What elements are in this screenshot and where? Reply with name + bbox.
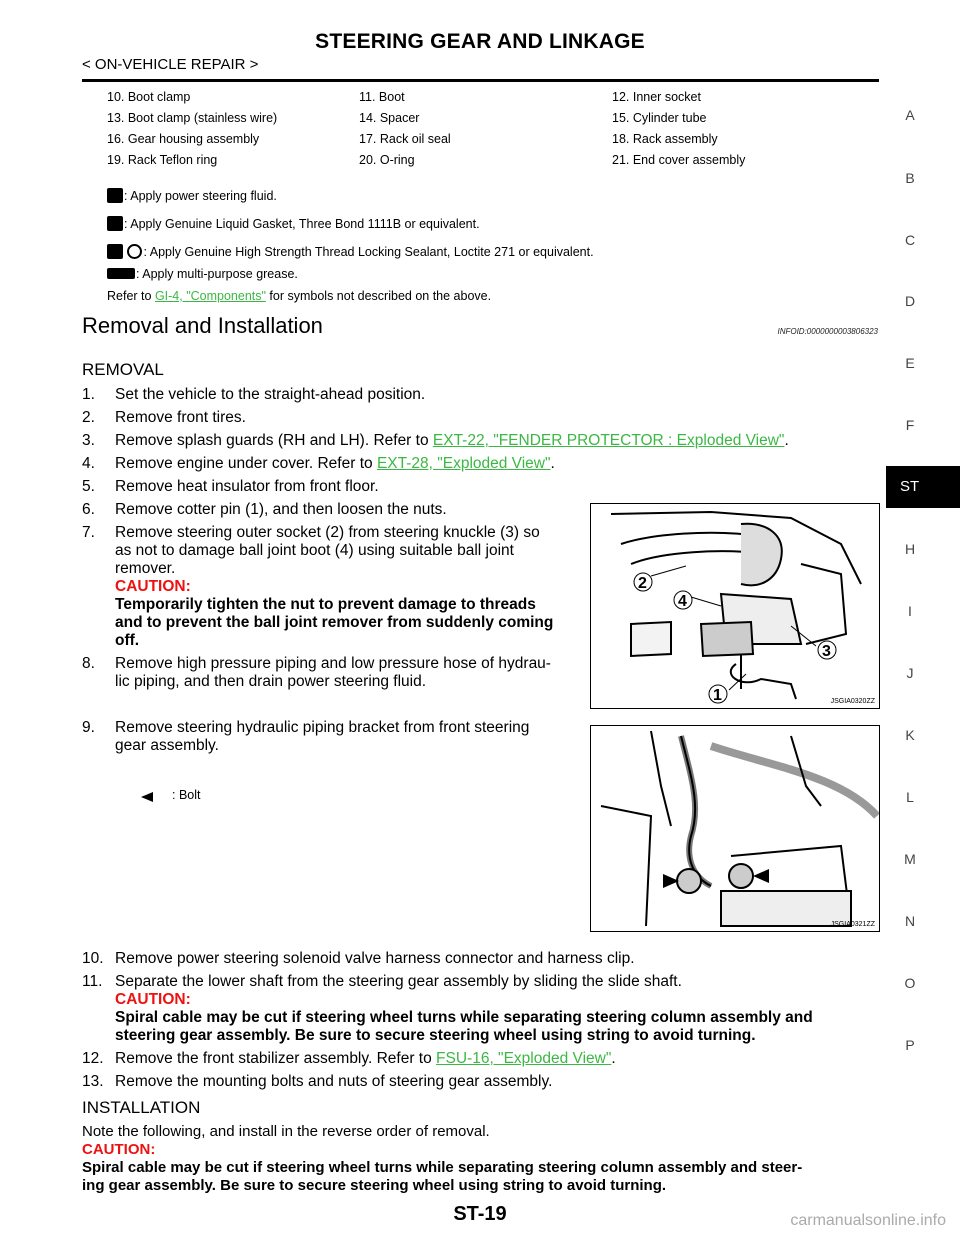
info-id: INFOID:0000000003806323 <box>777 327 878 336</box>
part-item: 18. Rack assembly <box>612 132 718 146</box>
header-rule <box>82 79 879 82</box>
gasket-icon <box>107 244 123 259</box>
index-letter[interactable]: F <box>905 417 915 433</box>
caution-label: CAUTION: <box>82 1141 156 1158</box>
index-letter[interactable]: A <box>905 107 915 123</box>
part-item: 19. Rack Teflon ring <box>107 153 218 167</box>
callout-3: 3 <box>822 643 831 660</box>
step-11: 11. Separate the lower shaft from the steering gear assembly by sliding the slide shaft. CAUTION: Spiral cable may be cut if steering wheel turns while separating steering column assembly and steering gear assembly. Be sure to secure steering wheel using string to avoid turning. <box>82 973 813 1044</box>
piping-bracket-illustration <box>591 726 879 931</box>
step-13: 13. Remove the mounting bolts and nuts of steering gear assembly. <box>82 1073 553 1090</box>
part-item: 10. Boot clamp <box>107 90 191 104</box>
step-7: 7. Remove steering outer socket (2) from steering knuckle (3) so as not to damage ball joint boot (4) using suitable ball joint remover. CAUTION: Temporarily tighten the nut to prevent damage to threads and to prevent the ball joint remover from suddenly coming off. <box>82 524 580 650</box>
parts-row <box>107 111 787 132</box>
part-item: 20. O-ring <box>359 153 415 167</box>
bolt-arrow-icon <box>141 792 153 802</box>
locking-sealant-icon <box>127 244 142 259</box>
figure-code: JSGIA0321ZZ <box>830 921 875 928</box>
index-letter[interactable]: J <box>906 665 914 681</box>
figure-legend-bolt-label: : Bolt <box>172 788 201 802</box>
index-letter[interactable]: D <box>904 293 916 309</box>
figure-piping-bracket <box>590 725 880 932</box>
gasket-icon <box>107 216 123 231</box>
callout-2: 2 <box>638 575 647 592</box>
figure-outer-socket <box>590 503 880 709</box>
index-letter[interactable]: B <box>905 170 915 186</box>
installation-note: Note the following, and install in the reverse order of removal. <box>82 1123 490 1140</box>
parts-row <box>107 132 787 153</box>
callout-1: 1 <box>713 687 722 704</box>
step-2: 2. Remove front tires. <box>82 409 246 426</box>
parts-row <box>107 153 787 174</box>
index-letter[interactable]: C <box>904 232 916 248</box>
parts-row <box>107 90 787 111</box>
part-item: 16. Gear housing assembly <box>107 132 260 146</box>
legend-fluid: : Apply power steering fluid. <box>107 188 277 203</box>
part-item: 14. Spacer <box>359 111 420 125</box>
ext-28-link[interactable]: EXT-28, "Exploded View" <box>376 455 551 472</box>
caution-label: CAUTION: <box>115 578 191 595</box>
callout-4: 4 <box>678 593 687 610</box>
part-item: 11. Boot <box>359 90 405 104</box>
figure-code: JSGIA0320ZZ <box>830 698 875 705</box>
index-tab-active[interactable]: ST <box>886 466 960 508</box>
section-title: Removal and Installation <box>82 313 323 338</box>
index-letter[interactable]: P <box>905 1037 915 1053</box>
grease-icon <box>107 268 135 279</box>
step-12: 12. Remove the front stabilizer assembly. Refer to FSU-16, "Exploded View". <box>82 1050 616 1067</box>
bolt-arrow-icon <box>663 874 679 888</box>
installation-caution: CAUTION: Spiral cable may be cut if steering wheel turns while separating steering column assembly and steer- ing gear assembly. Be sure to secure steering wheel using string to avoid turning. <box>82 1141 803 1194</box>
part-item: 12. Inner socket <box>612 90 701 104</box>
step-9: 9. Remove steering hydraulic piping bracket from front steering gear assembly. <box>82 719 530 754</box>
legend-refer: Refer to GI-4, "Components" for symbols not described on the above. <box>107 289 492 303</box>
legend-grease: : Apply multi-purpose grease. <box>107 267 298 281</box>
fluid-icon <box>107 188 123 203</box>
fsu-16-link[interactable]: FSU-16, "Exploded View" <box>436 1050 612 1067</box>
removal-heading: REMOVAL <box>82 360 164 379</box>
step-6: 6. Remove cotter pin (1), and then loosen the nuts. <box>82 501 447 518</box>
section-breadcrumb: < ON-VEHICLE REPAIR > <box>82 56 259 73</box>
index-letter[interactable]: E <box>905 355 915 371</box>
part-item: 15. Cylinder tube <box>612 111 707 125</box>
index-letter[interactable]: L <box>906 789 914 805</box>
caution-label: CAUTION: <box>115 991 191 1008</box>
outer-socket-illustration <box>591 504 879 708</box>
bolt-arrow-icon <box>753 869 769 883</box>
part-item: 13. Boot clamp (stainless wire) <box>107 111 278 125</box>
index-letter[interactable]: K <box>905 727 915 743</box>
part-item: 17. Rack oil seal <box>359 132 451 146</box>
figure-legend-bolt <box>141 790 157 804</box>
legend-gasket: : Apply Genuine Liquid Gasket, Three Bond 1111B or equivalent. <box>107 216 480 231</box>
step-4: 4. Remove engine under cover. Refer to EXT-28, "Exploded View". <box>82 455 555 472</box>
step-8: 8. Remove high pressure piping and low pressure hose of hydrau- lic piping, and then drain power steering fluid. <box>82 655 551 690</box>
step-1: 1. Set the vehicle to the straight-ahead position. <box>82 386 426 403</box>
parts-list <box>107 90 787 174</box>
step-3: 3. Remove splash guards (RH and LH). Refer to EXT-22, "FENDER PROTECTOR : Exploded View". <box>82 432 789 449</box>
watermark: carmanualsonline.info <box>790 1212 946 1229</box>
legend-locking: : Apply Genuine High Strength Thread Locking Sealant, Loctite 271 or equivalent. <box>107 244 594 259</box>
installation-heading: INSTALLATION <box>82 1098 201 1117</box>
ext-22-link[interactable]: EXT-22, "FENDER PROTECTOR : Exploded View" <box>432 432 785 449</box>
index-letter[interactable]: M <box>904 851 916 867</box>
gi-4-components-link[interactable]: GI-4, "Components" <box>154 289 266 303</box>
index-letter[interactable]: H <box>904 541 916 557</box>
page-number: ST-19 <box>453 1203 507 1225</box>
part-item: 21. End cover assembly <box>612 153 746 167</box>
step-10: 10. Remove power steering solenoid valve harness connector and harness clip. <box>82 950 635 967</box>
page-title: STEERING GEAR AND LINKAGE <box>315 30 645 53</box>
index-letter[interactable]: I <box>908 603 912 619</box>
step-5: 5. Remove heat insulator from front floor. <box>82 478 379 495</box>
index-letter[interactable]: N <box>904 913 916 929</box>
index-letter[interactable]: O <box>904 975 916 991</box>
